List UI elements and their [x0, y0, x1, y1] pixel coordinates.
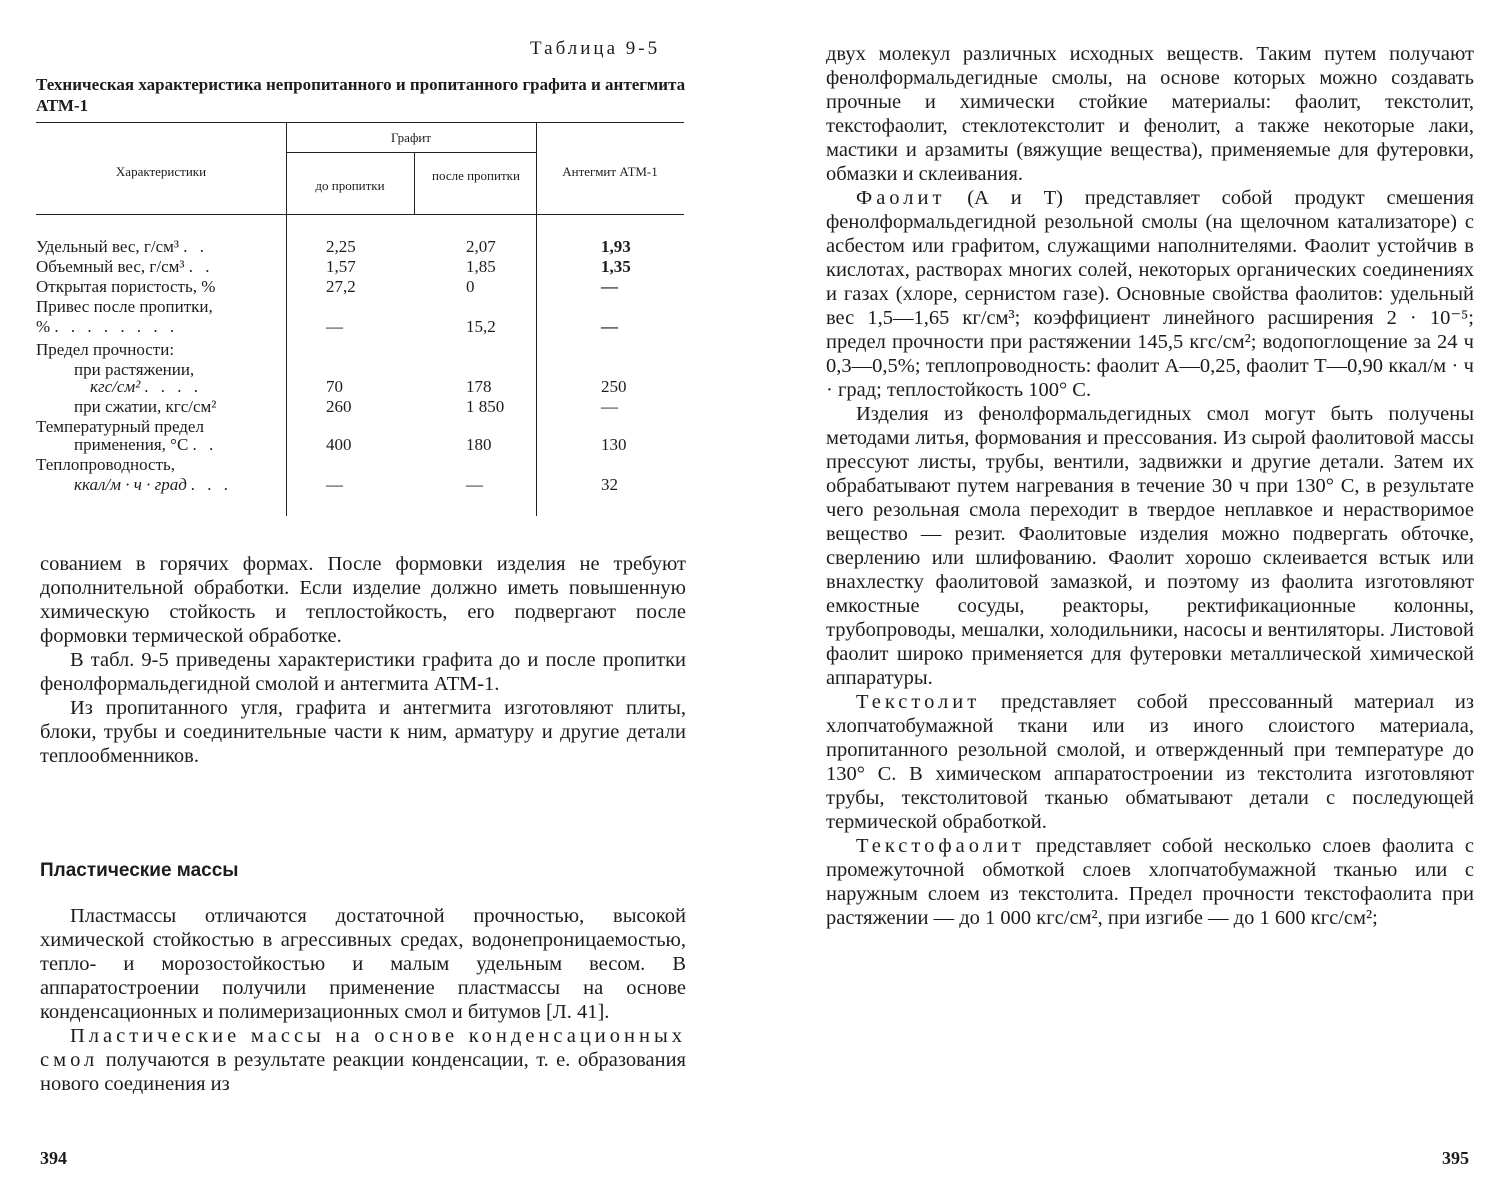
row-label: при сжатии, кгс/см² [74, 397, 217, 416]
row-label: Объемный вес, г/см³ . . [36, 257, 214, 276]
cell-after: — [466, 475, 483, 494]
paragraph: Пластические массы на основе конденсационных смол получаются в результате реакции конденсации, т. е. образования нового соединения из [40, 1025, 686, 1095]
cell-antegmit: 32 [601, 475, 618, 494]
header-after: после пропитки [432, 168, 520, 183]
paragraph: двух молекул различных исходных веществ. Таким путем получают фенолформальдегидные смолы, на основе которых можно создавать прочные и химически стойкие материалы: фаолит, текстолит, текстофаолит, стеклотекстолит и фенолит, а также некоторые лаки, мастики и арзамиты (вяжущие вещества), применяемые для футеровки, обмазки и склеивания. [826, 43, 1474, 185]
cell-before: 260 [326, 397, 352, 416]
paragraph: Из пропитанного угля, графита и антегмита изготовляют плиты, блоки, трубы и соединительные части к ним, арматуру и другие детали теплообменников. [40, 697, 686, 767]
header-antegmit: Антегмит АТМ-1 [562, 164, 658, 179]
cell-before: 70 [326, 377, 343, 396]
cell-before: 2,25 [326, 237, 356, 256]
col-divider-2 [414, 152, 415, 214]
row-label: Привес после пропитки, [36, 297, 213, 316]
cell-after: 178 [466, 377, 492, 396]
row-label: Открытая пористость, % [36, 277, 216, 296]
cell-antegmit: 130 [601, 435, 627, 454]
table-title: Техническая характеристика непропитанного и пропитанного графита и антегмита АТМ-1 [36, 75, 686, 115]
header-before: до пропитки [315, 178, 385, 193]
row-label: Удельный вес, г/см³ . . [36, 237, 208, 256]
graphite-underline [286, 152, 536, 153]
cell-before: — [326, 317, 343, 336]
row-label: кгс/см² . . . . [90, 377, 203, 396]
row-label: применения, °С . . [74, 435, 218, 454]
page-number: 395 [1442, 1148, 1469, 1168]
cell-before: 400 [326, 435, 352, 454]
paragraph: сованием в горячих формах. После формовки изделия не требуют дополнительной обработки. Если изделие должно иметь повышенную химическую стойкость и теплостойкость, его подвергают после формовки термической обработке. [40, 553, 686, 647]
cell-before: 1,57 [326, 257, 356, 276]
col-divider-3 [536, 122, 537, 516]
cell-after: 0 [466, 277, 475, 296]
right-page [750, 0, 1500, 1190]
table-caption: Таблица 9-5 [530, 38, 661, 59]
header-characteristics: Характеристики [115, 164, 207, 179]
section-heading: Пластические массы [40, 860, 239, 881]
cell-before: — [326, 475, 343, 494]
row-label: % . . . . . . . . [36, 317, 179, 336]
cell-after: 1,85 [466, 257, 496, 276]
row-label: Температурный предел [36, 417, 204, 436]
cell-before: 27,2 [326, 277, 356, 296]
table-top-rule [36, 122, 684, 123]
cell-antegmit: 250 [601, 377, 627, 396]
cell-antegmit: 1,35 [601, 257, 631, 276]
page-number: 394 [40, 1148, 67, 1168]
cell-after: 180 [466, 435, 492, 454]
paragraph: Фаолит (А и Т) представляет собой продукт смешения фенолформальдегидной резольной смолы (на щелочном катализаторе) с асбестом или графитом, служащими наполнителями. Фаолит устойчив в кислотах, растворах многих солей, некоторых органических соединениях и газах (хлоре, сернистом газе). Основные свойства фаолитов: удельный вес 1,5—1,65 кг/см³; коэффициент линейного расширения 2 · 10⁻⁵; предел прочности при растяжении 145,5 кгс/см²; водопоглощение за 24 ч 0,3—0,5%; теплопроводность: фаолит А—0,25, фаолит Т—0,90 ккал/м · ч · град; теплостойкость 100° С. [826, 187, 1474, 401]
cell-antegmit: — [601, 397, 618, 416]
cell-antegmit: — [601, 317, 618, 336]
cell-antegmit: 1,93 [601, 237, 631, 256]
paragraph: Изделия из фенолформальдегидных смол могут быть получены методами литья, формования и прессования. Из сырой фаолитовой массы прессуют листы, трубы, вентили, задвижки и другие детали. Затем их обрабатывают путем нагревания в течение 30 ч при 130° С, в результате чего резольная смола переходит в твердое неплавкое и нерастворимое вещество — резит. Фаолитовые изделия можно подвергать обточке, сверлению или шлифованию. Фаолит хорошо склеивается встык или внахлестку фаолитовой замазкой, и поэтому из фаолита изготовляют емкостные сосуды, реакторы, ректификационные колонны, трубопроводы, мешалки, холодильники, насосы и вентиляторы. Листовой фаолит широко применяется для футеровки металлической химической аппаратуры. [826, 403, 1474, 689]
cell-after: 2,07 [466, 237, 496, 256]
cell-after: 15,2 [466, 317, 496, 336]
cell-after: 1 850 [466, 397, 505, 416]
row-label: при растяжении, [74, 360, 195, 379]
paragraph: Пластмассы отличаются достаточной прочностью, высокой химической стойкостью в агрессивных средах, водонепроницаемостью, тепло- и морозостойкостью и малым удельным весом. В аппаратостроении получили применение пластмассы на основе конденсационных и полимеризационных смол и битумов [Л. 41]. [40, 905, 686, 1023]
paragraph: В табл. 9-5 приведены характеристики графита до и после пропитки фенолформальдегидной смолой и антегмита АТМ-1. [40, 649, 686, 695]
right-body [826, 42, 1474, 930]
row-label: Теплопроводность, [36, 455, 176, 474]
left-body-bottom [40, 904, 686, 1096]
row-label: Предел прочности: [36, 340, 175, 359]
paragraph: Текстофаолит представляет собой несколько слоев фаолита с промежуточной обмоткой слоев хлопчатобумажной тканью или с наружным слоем из текстолита. Предел прочности текстофаолита при растяжении — до 1 000 кгс/см², при изгибе — до 1 600 кгс/см²; [826, 835, 1474, 929]
left-body-top [40, 552, 686, 768]
header-bottom-rule [36, 214, 684, 215]
cell-antegmit: — [601, 277, 618, 296]
row-label: ккал/м · ч · град . . . [74, 475, 233, 494]
header-graphite: Графит [390, 130, 432, 145]
paragraph: Текстолит представляет собой прессованный материал из хлопчатобумажной ткани или из иного слоистого материала, пропитанного резольной смолой, и отвержденный при температуре до 130° С. В химическом аппаратостроении из текстолита изготовляют трубы, текстолитовой тканью обматывают детали с последующей термической обработкой. [826, 691, 1474, 833]
